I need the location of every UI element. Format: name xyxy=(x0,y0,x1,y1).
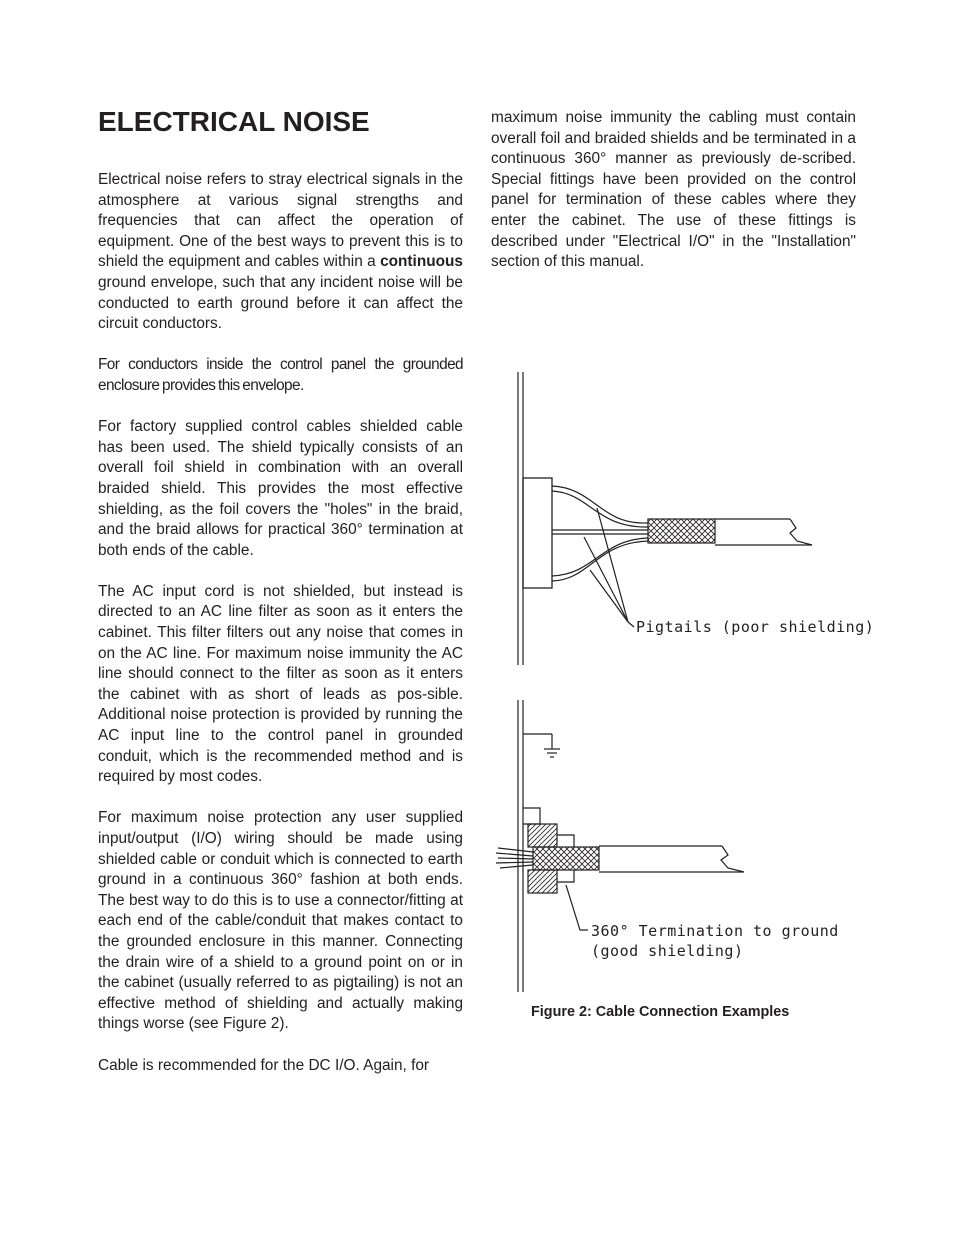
leader-line-3 xyxy=(590,570,628,622)
figure-caption: Figure 2: Cable Connection Examples xyxy=(531,1004,790,1020)
paragraph-factory-cables: For factory supplied control cables shielded cable has been used. The shield typically consists of an overall foil shield in combination with an overall braided shield. This provides the most effective shielding, as the foil covers the "holes" in the braid, and the braid allows for practical 360° termination at both ends of the cable. xyxy=(98,418,463,559)
wire-end-3 xyxy=(498,858,533,859)
fitting-nut-top xyxy=(557,835,574,847)
wire-end-2 xyxy=(496,853,533,856)
cable-break-mark-top xyxy=(790,519,812,545)
wire-end-4 xyxy=(496,862,533,863)
fitting-cap-top xyxy=(523,808,540,824)
braided-shield-bottom xyxy=(533,847,599,870)
right-column xyxy=(491,108,856,273)
emphasis-continuous: continuous xyxy=(380,253,463,271)
leader-line-termination xyxy=(566,885,588,930)
callout-pigtails: Pigtails (poor shielding) xyxy=(636,618,875,636)
pigtail-wire-top-2 xyxy=(552,491,648,527)
page-title: ELECTRICAL NOISE xyxy=(98,106,370,137)
leader-line-2 xyxy=(584,537,628,622)
callout-termination-line2: (good shielding) xyxy=(591,942,744,960)
braided-shield-top xyxy=(648,519,715,543)
leader-line-4 xyxy=(628,622,634,627)
paragraph-user-io: For maximum noise protection any user supplied input/output (I/O) wiring should be made using shielded cable or conduit which is connected to earth ground in a continuous 360° fashion at both ends. The best way to do this is to use a connector/fitting at each end of the cable/conduit that makes contact to the grounded enclosure in this manner. Connecting the drain wire of a shield to a ground point on or in the cabinet (usually referred to as pigtailing) is not an effective method of shielding and actually making things worse (see Figure 2). xyxy=(98,809,463,1033)
left-column xyxy=(98,170,463,1076)
paragraph-electrical-noise-intro: Electrical noise refers to stray electrical signals in the atmosphere at various signal strengths and frequencies that can affect the operation of equipment. One of the best ways to prevent this is to shield the equipment and cables within a continuous ground envelope, such that any incident noise will be conducted to earth ground before it can affect the circuit conductors. xyxy=(98,171,463,333)
pigtail-wire-bottom-2 xyxy=(552,541,648,581)
fitting-hatch-top xyxy=(528,824,557,847)
wire-end-5 xyxy=(500,865,533,868)
wire-end-1 xyxy=(498,848,533,852)
leader-line-1 xyxy=(597,508,628,622)
paragraph-dc-io: Cable is recommended for the DC I/O. Again, for xyxy=(98,1056,430,1074)
cable-break-mark-bottom xyxy=(721,846,744,872)
fitting-nut-bottom xyxy=(557,870,574,882)
cable-connection-figure xyxy=(480,360,880,1000)
paragraph-noise-immunity: maximum noise immunity the cabling must contain overall foil and braided shields and be terminated in a continuous 360° manner as previously de-scribed. Special fittings have been provided on the control panel for termination of these cables where they enter the cabinet. The use of these fittings is described under "Electrical I/O" in the "Installation" section of this manual. xyxy=(491,109,856,271)
paragraph-control-panel: For conductors inside the control panel the grounded enclosure provides this envelope. xyxy=(98,356,463,394)
connector-block xyxy=(523,478,552,588)
callout-termination-line1: 360° Termination to ground xyxy=(591,922,839,940)
fitting-hatch-bottom xyxy=(528,870,557,893)
paragraph-ac-input: The AC input cord is not shielded, but instead is directed to an AC line filter as soon as it enters the cabinet. This filter filters out any noise that comes in on the AC line. For maximum noise immunity the AC line should connect to the filter as soon as it enters the cabinet with as short of leads as pos-sible. Additional noise protection is provided by running the AC input line to the control panel in grounded conduit, which is the recommended method and is required by most codes. xyxy=(98,582,463,786)
